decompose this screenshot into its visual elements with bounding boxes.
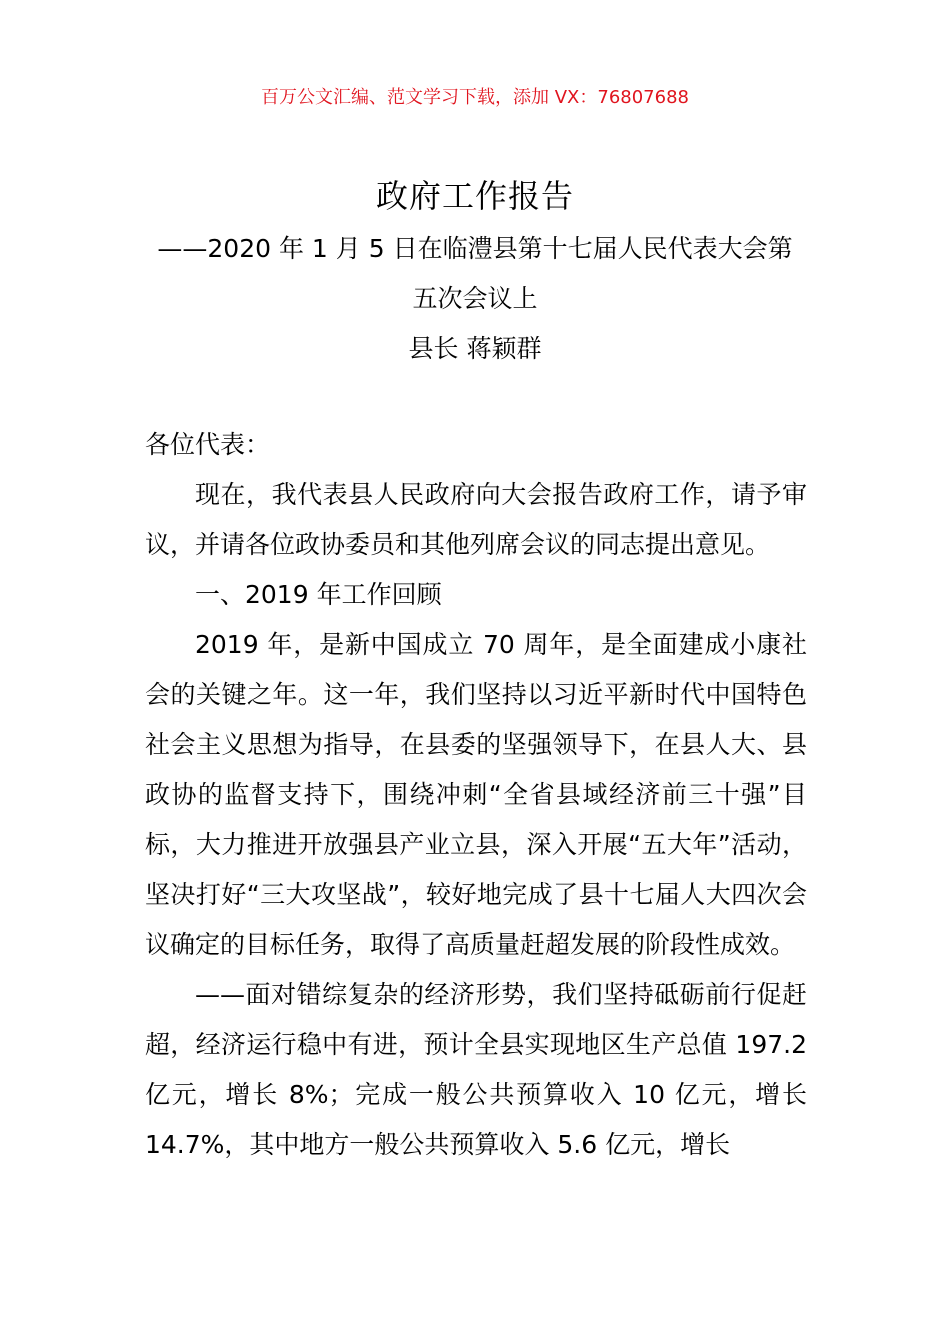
document-body [145, 420, 807, 1170]
document-subtitle: ——2020 年 1 月 5 日在临澧县第十七届人民代表大会第五次会议上 [157, 234, 793, 313]
economy-paragraph: ——面对错综复杂的经济形势，我们坚持砥砺前行促赶超，经济运行稳中有进，预计全县实现地区生产总值 197.2 亿元，增长 8%；完成一般公共预算收入 10 亿元，增长 14.7%，其中地方一般公共预算收入 5.6 亿元，增长 [145, 980, 807, 1159]
intro-paragraph: 现在，我代表县人民政府向大会报告政府工作，请予审议，并请各位政协委员和其他列席会议的同志提出意见。 [145, 480, 807, 559]
section-heading: 一、2019 年工作回顾 [195, 580, 442, 609]
review-paragraph: 2019 年，是新中国成立 70 周年，是全面建成小康社会的关键之年。这一年，我们坚持以习近平新时代中国特色社会主义思想为指导，在县委的坚强领导下，在县人大、县政协的监督支持下，围绕冲刺“全省县域经济前三十强”目标，大力推进开放强县产业立县，深入开展“五大年”活动，坚决打好“三大攻坚战”，较好地完成了县十七届人大四次会议确定的目标任务，取得了高质量赶超发展的阶段性成效。 [145, 630, 807, 959]
document-author: 县长 蒋颖群 [408, 334, 542, 363]
salutation: 各位代表： [145, 430, 271, 459]
document-title: 政府工作报告 [375, 177, 574, 215]
promo-banner: 百万公文汇编、范文学习下载，添加 VX：76807688 [261, 87, 689, 108]
